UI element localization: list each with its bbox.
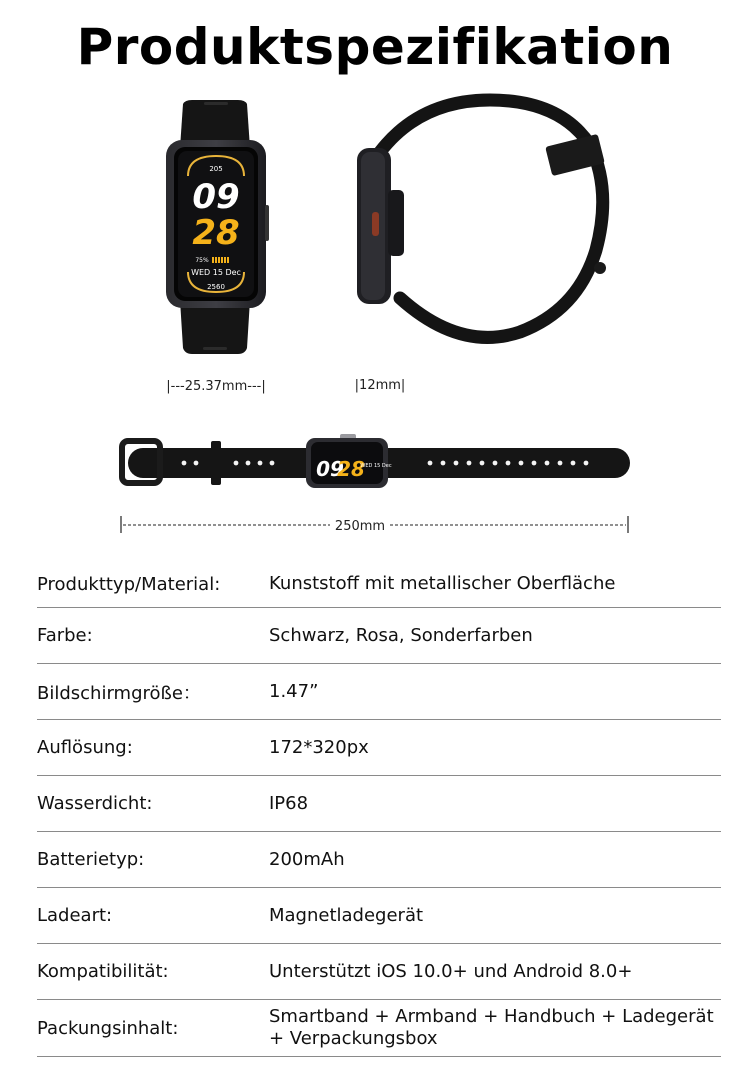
dimension-width: |---25.37mm---| [166, 379, 266, 394]
face-battery: 75% [195, 257, 209, 264]
spec-label: Batterietyp: [37, 849, 145, 870]
face-top-value: 205 [209, 165, 223, 173]
spec-label: Ladeart: [37, 905, 113, 926]
page-title: Produktspezifikation [76, 18, 674, 76]
watch-side-view [357, 100, 606, 337]
face-date: WED 15 Dec [191, 268, 241, 277]
face-minute: 28 [192, 213, 240, 253]
face-hour: 09 [192, 177, 240, 217]
spec-label: Kompatibilität: [37, 961, 169, 982]
spec-label: Farbe: [37, 625, 93, 646]
spec-label: Wasserdicht: [37, 793, 153, 814]
dimension-thickness: |12mm| [354, 378, 406, 393]
spec-label: Auflösung: [37, 737, 133, 758]
svg-text:28: 28 [337, 457, 365, 481]
watch-flat-view [122, 434, 630, 488]
spec-row-screen-size [37, 664, 721, 720]
spec-row-compatibility [37, 944, 721, 1000]
spec-row-color [37, 608, 721, 664]
spec-value: IP68 [269, 792, 309, 814]
spec-table [37, 561, 721, 1057]
spec-row-waterproof [37, 776, 721, 832]
spec-row-battery [37, 832, 721, 888]
sensor-icon [372, 212, 379, 236]
spec-value: Schwarz, Rosa, Sonderfarben [269, 624, 533, 646]
dimension-length: 250mm [334, 519, 386, 534]
spec-row-charging [37, 888, 721, 944]
spec-row-resolution [37, 720, 721, 776]
svg-text:WED 15 Dec: WED 15 Dec [360, 463, 392, 469]
spec-value: Smartband + Armband + Handbuch + Ladegerät + Verpackungsbox [269, 1006, 714, 1049]
spec-label: Packungsinhalt: [37, 1017, 179, 1039]
spec-value: Unterstützt iOS 10.0+ und Android 8.0+ [269, 960, 633, 982]
spec-row-material [37, 561, 721, 608]
spec-value: 200mAh [269, 848, 345, 870]
spec-value: Magnetladegerät [269, 904, 424, 926]
spec-value: 1.47” [269, 680, 319, 702]
watch-front-view [166, 100, 269, 354]
face-steps: 2560 [207, 283, 225, 291]
svg-text:09: 09 [316, 457, 344, 481]
spec-value: 172*320px [269, 736, 369, 758]
spec-label: Produkttyp/Material: [37, 573, 221, 595]
spec-value: Kunststoff mit metallischer Oberfläche [269, 573, 616, 594]
spec-row-package [37, 1000, 721, 1057]
spec-label: Bildschirmgröße： [37, 682, 201, 704]
